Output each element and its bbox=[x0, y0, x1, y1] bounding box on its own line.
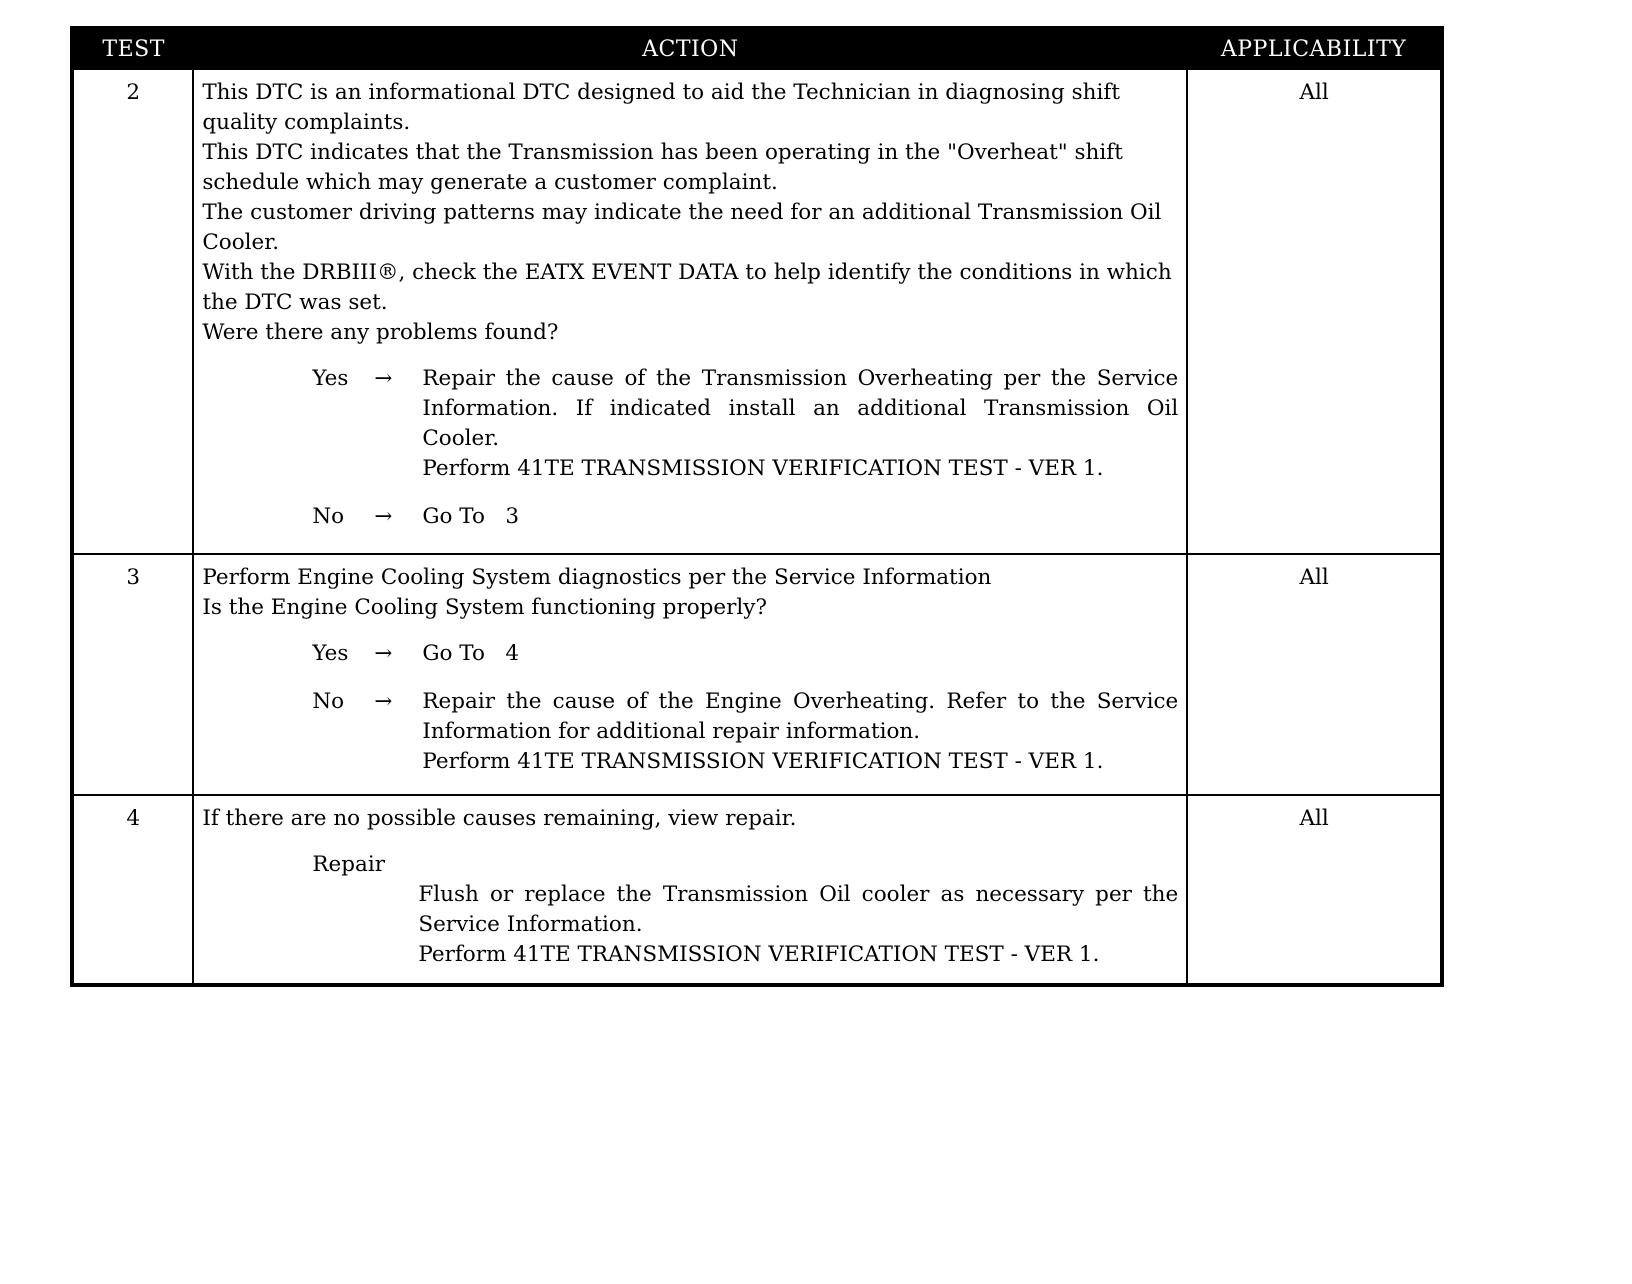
action-paragraph: This DTC is an informational DTC designed to aid the Technician in diagnosing shift quality complaints. bbox=[202, 80, 1127, 135]
answer-body bbox=[422, 687, 1186, 777]
action-paragraph: With the DRBIII®, check the EATX EVENT DATA to help identify the conditions in which the DTC was set. bbox=[202, 260, 1179, 315]
test-number: 3 bbox=[72, 554, 193, 795]
answer-label-group bbox=[312, 639, 422, 669]
answer-label: Yes bbox=[312, 641, 349, 666]
answer-no bbox=[202, 502, 1178, 532]
answer-text: Repair the cause of the Transmission Overheating per the Service Information. If indicated install an additional Transmission Oil Cooler. bbox=[422, 366, 1186, 451]
answer-goto: Go To 4 bbox=[422, 641, 520, 666]
action-paragraph: The customer driving patterns may indicate the need for an additional Transmission Oil Cooler. bbox=[202, 200, 1169, 255]
answer-label-group bbox=[312, 364, 422, 484]
answer-label: No bbox=[312, 504, 345, 529]
repair-body bbox=[418, 880, 1186, 970]
answer-text: Repair the cause of the Engine Overheating. Refer to the Service Information for additional repair information. bbox=[422, 689, 1186, 744]
answer-label: No bbox=[312, 689, 345, 714]
action-cell bbox=[193, 554, 1187, 795]
answer-body bbox=[422, 639, 1178, 669]
table-row bbox=[72, 554, 1442, 795]
repair-perform: Perform 41TE TRANSMISSION VERIFICATION TEST - VER 1. bbox=[418, 942, 1100, 967]
header-row bbox=[72, 28, 1442, 69]
applicability-value: All bbox=[1187, 795, 1442, 985]
action-question: Were there any problems found? bbox=[202, 320, 559, 345]
action-paragraph: If there are no possible causes remaining, view repair. bbox=[202, 806, 797, 831]
repair-text: Flush or replace the Transmission Oil cooler as necessary per the Service Information. bbox=[418, 882, 1186, 937]
right-arrow-icon: → bbox=[374, 366, 393, 391]
answer-label-group bbox=[312, 502, 422, 532]
answer-goto: Go To 3 bbox=[422, 504, 520, 529]
answer-list bbox=[202, 639, 1186, 777]
answer-perform: Perform 41TE TRANSMISSION VERIFICATION TEST - VER 1. bbox=[422, 749, 1104, 774]
table-row bbox=[72, 795, 1442, 985]
right-arrow-icon: → bbox=[374, 641, 393, 666]
header-test: TEST bbox=[72, 28, 193, 69]
applicability-value: All bbox=[1187, 69, 1442, 554]
applicability-value: All bbox=[1187, 554, 1442, 795]
action-paragraph: Perform Engine Cooling System diagnostics per the Service Information bbox=[202, 565, 992, 590]
action-question: Is the Engine Cooling System functioning properly? bbox=[202, 595, 767, 620]
diagnostic-table bbox=[70, 26, 1444, 987]
right-arrow-icon: → bbox=[374, 689, 393, 714]
table-header bbox=[72, 28, 1442, 69]
test-number: 4 bbox=[72, 795, 193, 985]
answer-body bbox=[422, 364, 1186, 484]
answer-label: Yes bbox=[312, 366, 349, 391]
header-action: ACTION bbox=[193, 28, 1187, 69]
answer-no bbox=[202, 687, 1186, 777]
action-paragraph: This DTC indicates that the Transmission has been operating in the "Overheat" shift schedule which may generate a customer complaint. bbox=[202, 140, 1130, 195]
action-cell bbox=[193, 69, 1187, 554]
answer-yes bbox=[202, 364, 1186, 484]
table-row bbox=[72, 69, 1442, 554]
table-body bbox=[72, 69, 1442, 985]
right-arrow-icon: → bbox=[374, 504, 393, 529]
test-number: 2 bbox=[72, 69, 193, 554]
answer-label-group bbox=[312, 687, 422, 777]
repair-block bbox=[202, 850, 1186, 970]
answer-body bbox=[422, 502, 1178, 532]
answer-yes bbox=[202, 639, 1178, 669]
action-cell bbox=[193, 795, 1187, 985]
repair-label: Repair bbox=[312, 852, 385, 877]
answer-perform: Perform 41TE TRANSMISSION VERIFICATION TEST - VER 1. bbox=[422, 456, 1104, 481]
header-applicability: APPLICABILITY bbox=[1187, 28, 1442, 69]
answer-list bbox=[202, 364, 1186, 532]
